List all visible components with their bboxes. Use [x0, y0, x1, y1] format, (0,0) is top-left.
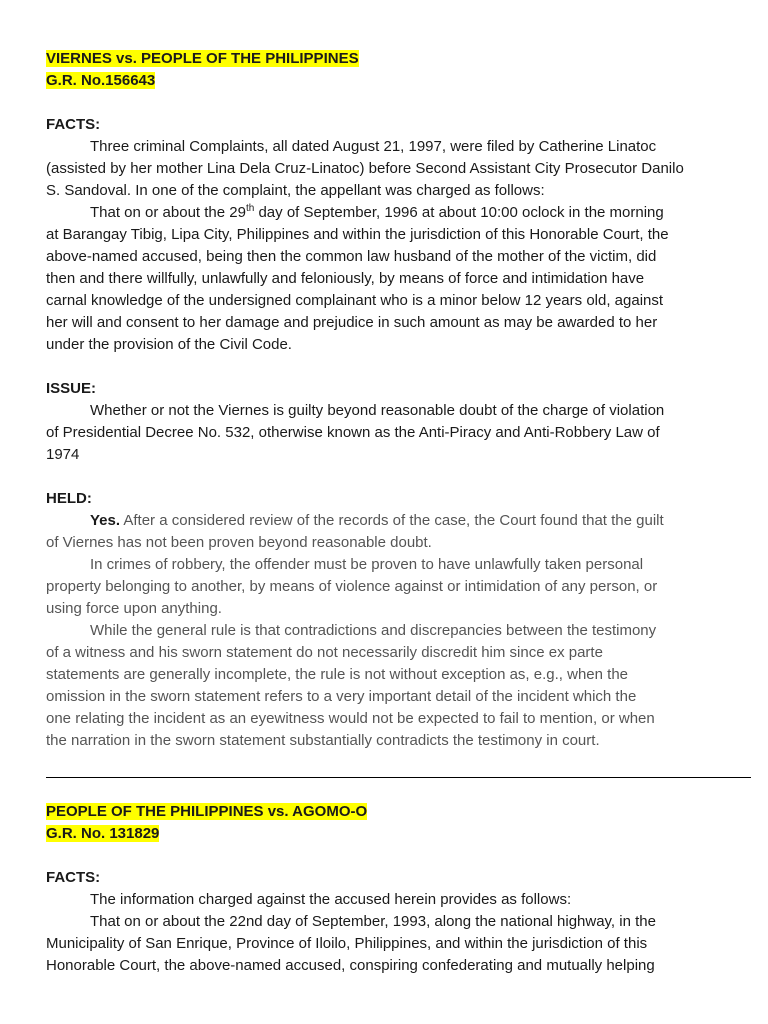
case-two-gr-number: G.R. No. 131829 [46, 825, 160, 842]
held-line: the narration in the sworn statement substantially contradicts the testimony in court. [46, 732, 600, 749]
held-line: property belonging to another, by means of violence against or intimidation of any person, or [46, 578, 658, 595]
issue-line: Whether or not the Viernes is guilty beyond reasonable doubt of the charge of violation [90, 402, 665, 419]
charge-line: carnal knowledge of the undersigned complainant who is a minor below 12 years old, against [46, 292, 664, 309]
case-one-gr-number: G.R. No.156643 [46, 72, 156, 89]
held-line: statements are generally incomplete, the rule is not without exception as, e.g., when the [46, 666, 628, 683]
ordinal-suffix: th [245, 203, 255, 214]
issue-line: of Presidential Decree No. 532, otherwise known as the Anti-Piracy and Anti-Robbery Law of [46, 424, 660, 441]
held-first-line [46, 510, 726, 532]
charge-line: above-named accused, being then the common law husband of the mother of the victim, did [46, 248, 657, 265]
held-line: In crimes of robbery, the offender must be proven to have unlawfully taken personal [90, 556, 644, 573]
held-verdict: Yes. [90, 512, 121, 529]
case-one [46, 48, 726, 752]
facts-line: S. Sandoval. In one of the complaint, the appellant was charged as follows: [46, 182, 545, 199]
facts-line: Municipality of San Enrique, Province of Iloilo, Philippines, and within the jurisdiction of this [46, 935, 648, 952]
held-line: using force upon anything. [46, 600, 222, 617]
case-two [46, 801, 726, 977]
held-line: of a witness and his sworn statement do not necessarily discredit him since ex parte [46, 644, 603, 661]
case-separator [46, 777, 751, 778]
facts-line: (assisted by her mother Lina Dela Cruz-Linatoc) before Second Assistant City Prosecutor Danilo [46, 160, 684, 177]
held-line: one relating the incident as an eyewitness would not be expected to fail to mention, or when [46, 710, 655, 727]
charge-line: her will and consent to her damage and prejudice in such amount as may be awarded to her [46, 314, 658, 331]
issue-heading: ISSUE: [46, 380, 97, 397]
facts-line: That on or about the 22nd day of September, 1993, along the national highway, in the [90, 913, 656, 930]
held-heading: HELD: [46, 490, 92, 507]
held-line: While the general rule is that contradictions and discrepancies between the testimony [90, 622, 657, 639]
facts-line: Honorable Court, the above-named accused, conspiring confederating and mutually helping [46, 957, 655, 974]
charge-line: at Barangay Tibig, Lipa City, Philippines and within the jurisdiction of this Honorable Court, the [46, 226, 669, 243]
charge-line: under the provision of the Civil Code. [46, 336, 292, 353]
case-two-title: PEOPLE OF THE PHILIPPINES vs. AGOMO-O [46, 803, 368, 820]
charge-line: then and there willfully, unlawfully and feloniously, by means of force and intimidation have [46, 270, 645, 287]
held-text: After a considered review of the records of the case, the Court found that the guilt [120, 512, 664, 529]
held-line: of Viernes has not been proven beyond reasonable doubt. [46, 534, 432, 551]
facts-heading: FACTS: [46, 869, 101, 886]
facts-line: Three criminal Complaints, all dated August 21, 1997, were filed by Catherine Linatoc [90, 138, 657, 155]
charge-text: That on or about the 29 [90, 204, 246, 221]
facts-heading: FACTS: [46, 116, 101, 133]
held-line: omission in the sworn statement refers to a very important detail of the incident which the [46, 688, 637, 705]
issue-line: 1974 [46, 446, 80, 463]
case-one-title: VIERNES vs. PEOPLE OF THE PHILIPPINES [46, 50, 359, 67]
facts-intro: The information charged against the accused herein provides as follows: [90, 891, 572, 908]
charge-first-line [46, 202, 726, 224]
charge-text: day of September, 1996 at about 10:00 oclock in the morning [254, 204, 664, 221]
